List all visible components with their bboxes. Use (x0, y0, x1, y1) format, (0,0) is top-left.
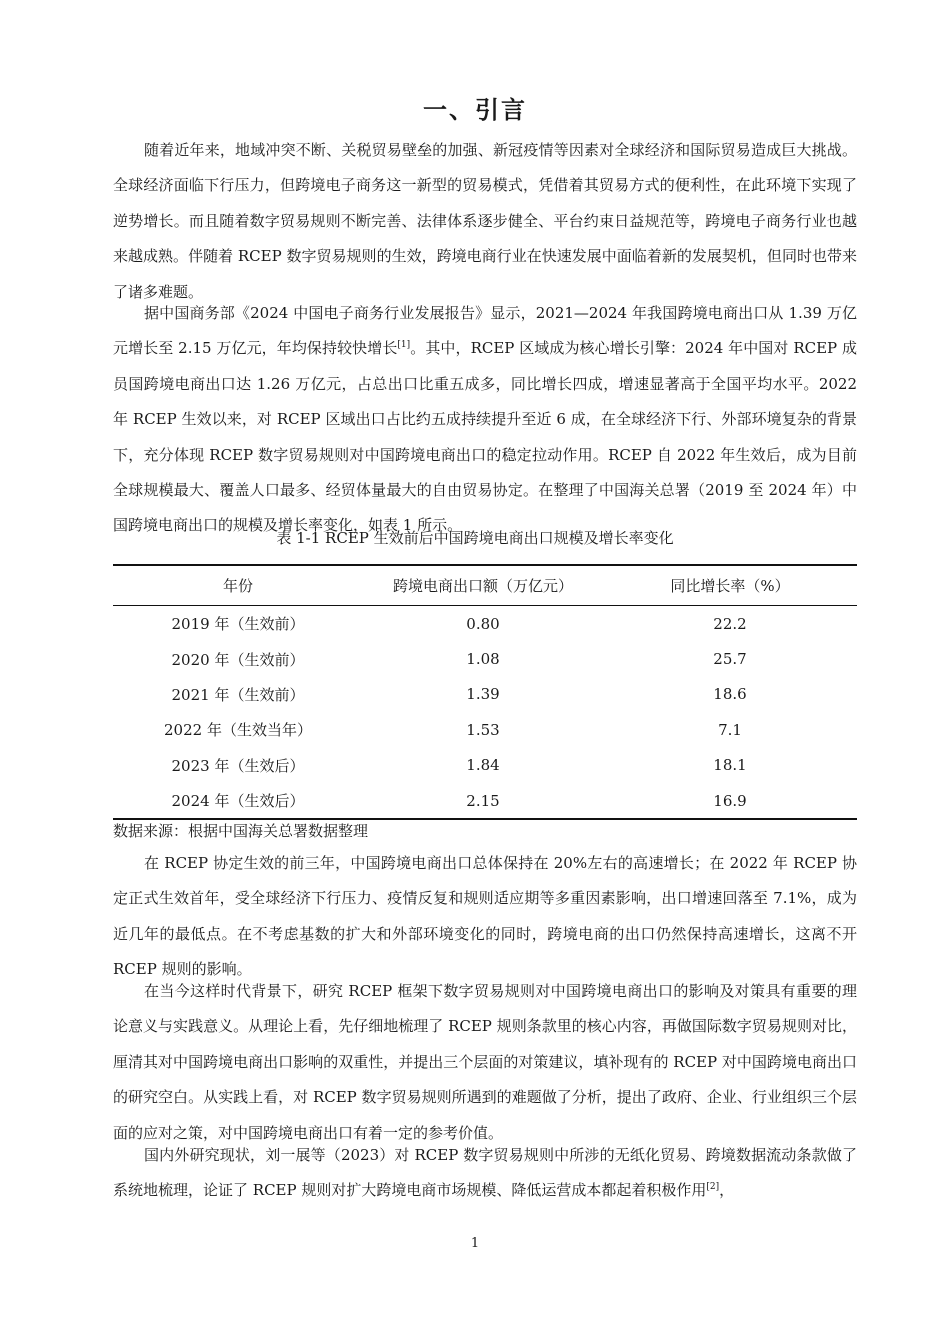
paragraph-growth-analysis: 在 RCEP 协定生效的前三年，中国跨境电商出口总体保持在 20%左右的高速增长；在 2022 年 RCEP 协定正式生效首年，受全球经济下行压力、疫情反复和规则适应期等多重因素影响，出口增速回落至 7.1%，成为近几年的最低点。在不考虑基数的扩大和外部环境变化的同时，跨境电商的出口仍然保持高速增长，这离不开 RCEP 规则的影响。 (113, 854, 857, 979)
table-cell-year: 2022 年（生效当年） (164, 721, 312, 740)
table-row (113, 712, 857, 747)
paragraph-text: 据中国商务部《2024 中国电子商务行业发展报告》显示，2021—2024 年我国跨境电商出口从 1.39 万亿元增长至 2.15 万亿元，年均保持较快增长 (113, 304, 857, 358)
section-heading: 一、引言 (423, 96, 527, 124)
table-cell-growth: 22.2 (713, 614, 747, 633)
table-cell-growth: 7.1 (718, 720, 742, 739)
table-cell-year: 2023 年（生效后） (171, 756, 305, 775)
table-caption: 表 1-1 RCEP 生效前后中国跨境电商出口规模及增长率变化 (276, 529, 674, 547)
table-cell-growth: 25.7 (713, 650, 747, 669)
table-cell-export: 1.84 (466, 756, 500, 775)
paragraph-text: 国内外研究现状，刘一展等（2023）对 RCEP 数字贸易规则中所涉的无纸化贸易、跨境数据流动条款做了系统地梳理，论证了 RCEP 规则对扩大跨境电商市场规模、降低运营成本都起着积极作用 (113, 1146, 857, 1200)
table-cell-export: 1.08 (466, 650, 500, 669)
export-table (113, 564, 857, 820)
table-cell-export: 1.39 (466, 685, 500, 704)
citation-ref: [1] (397, 340, 411, 351)
table-cell-export: 0.80 (466, 614, 500, 633)
table-cell-growth: 16.9 (603, 783, 857, 819)
table-cell-growth: 18.1 (713, 756, 747, 775)
paragraph-background: 随着近年来，地域冲突不断、关税贸易壁垒的加强、新冠疫情等因素对全球经济和国际贸易造成巨大挑战。全球经济面临下行压力，但跨境电子商务这一新型的贸易模式，凭借着其贸易方式的便利性，在此环境下实现了逆势增长。而且随着数字贸易规则不断完善、法律体系逐步健全、平台约束日益规范等，跨境电子商务行业也越来越成熟。伴随着 RCEP 数字贸易规则的生效，跨境电商行业在快速发展中面临着新的发展契机，但同时也带来了诸多难题。 (113, 141, 857, 301)
table-cell-year: 2020 年（生效前） (171, 650, 305, 669)
table-row (113, 677, 857, 712)
table-header-growth: 同比增长率（%） (603, 565, 857, 606)
table-cell-growth: 18.6 (713, 685, 747, 704)
paragraph-significance: 在当今这样时代背景下，研究 RCEP 框架下数字贸易规则对中国跨境电商出口的影响及对策具有重要的理论意义与实践意义。从理论上看，先仔细地梳理了 RCEP 规则条款里的核心内容，再做国际数字贸易规则对比，厘清其对中国跨境电商出口影响的双重性，并提出三个层面的对策建议，填补现有的 RCEP 对中国跨境电商出口的研究空白。从实践上看，对 RCEP 数字贸易规则所遇到的难题做了分析，提出了政府、企业、行业组织三个层面的应对之策，对中国跨境电商出口有着一定的参考价值。 (113, 982, 857, 1142)
table-source-note: 数据来源：根据中国海关总署数据整理 (113, 822, 369, 840)
paragraph-text: ， (719, 1181, 735, 1200)
table-cell-export: 2.15 (363, 783, 603, 819)
table-header-year: 年份 (113, 565, 363, 606)
table-row (113, 641, 857, 676)
paragraph-literature-review (113, 1138, 857, 1209)
table-cell-export: 1.53 (466, 720, 500, 739)
table-cell-year: 2019 年（生效前） (171, 615, 305, 634)
table-row (113, 748, 857, 783)
page-number: 1 (470, 1236, 480, 1251)
citation-ref: [2] (706, 1182, 720, 1193)
table-header-export: 跨境电商出口额（万亿元） (363, 565, 603, 606)
table-row (113, 783, 857, 819)
table-header-row (113, 565, 857, 606)
table-row (113, 606, 857, 642)
paragraph-export-data (113, 296, 857, 544)
table-cell-year: 2021 年（生效前） (171, 685, 305, 704)
table-cell-year: 2024 年（生效后） (113, 783, 363, 819)
paragraph-text: 。其中，RCEP 区域成为核心增长引擎：2024 年中国对 RCEP 成员国跨境电商出口达 1.26 万亿元，占总出口比重五成多，同比增长四成，增速显著高于全国平均水平。2022 年 RCEP 生效以来，对 RCEP 区域出口占比约五成持续提升至近 6 成，在全球经济下行、外部环境复杂的背景下，充分体现 RCEP 数字贸易规则对中国跨境电商出口的稳定拉动作用。RCEP 自 2022 年生效后，成为目前全球规模最大、覆盖人口最多、经贸体量最大的自由贸易协定。在整理了中国海关总署（2019 至 2024 年）中国跨境电商出口的规模及增长率变化，如表 1 所示。 (113, 339, 857, 535)
